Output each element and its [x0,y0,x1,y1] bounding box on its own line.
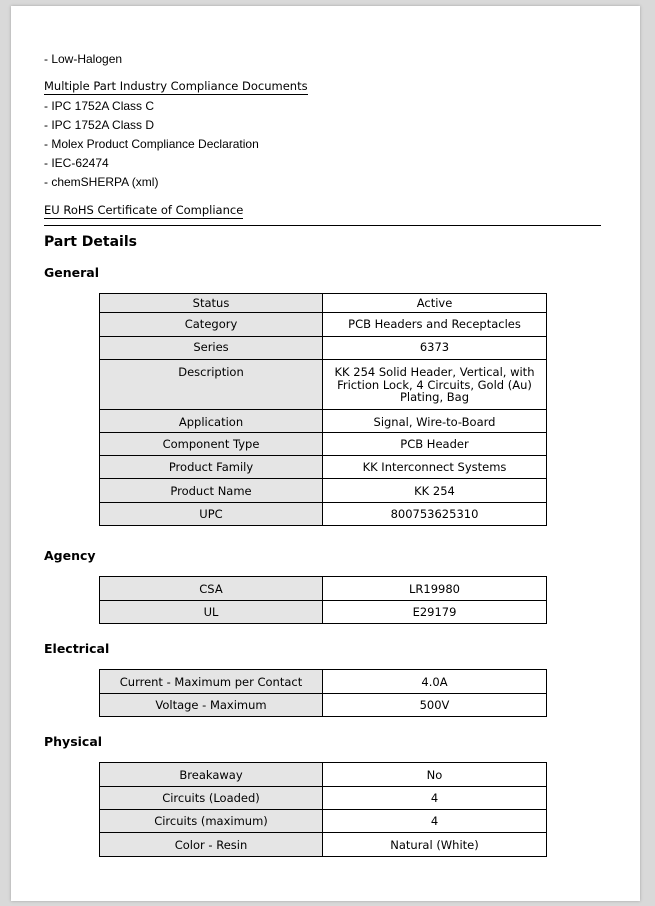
spec-key: UPC [100,503,323,526]
spec-key: Series [100,337,323,360]
spec-value: 4 [323,787,547,810]
table-row [100,456,547,479]
section-title-agency: Agency [44,548,96,563]
spec-value: Active [323,294,547,313]
spec-key: Product Name [100,479,323,503]
section-title-general: General [44,265,99,280]
spec-key: Product Family [100,456,323,479]
spec-key: Circuits (Loaded) [100,787,323,810]
spec-value: No [323,763,547,787]
table-row [100,670,547,694]
table-row [100,503,547,526]
table-row [100,694,547,717]
multi-part-compliance-link[interactable]: Multiple Part Industry Compliance Documents [44,79,308,93]
spec-key: Current - Maximum per Contact [100,670,323,694]
spec-key: Color - Resin [100,833,323,857]
list-item: - IPC 1752A Class C [44,99,155,113]
section-title-physical: Physical [44,734,103,749]
spec-value: 6373 [323,337,547,360]
section-title-electrical: Electrical [44,641,110,656]
spec-key: Status [100,294,323,313]
spec-key: UL [100,601,323,624]
spec-key: Component Type [100,433,323,456]
section-divider [44,225,601,226]
spec-value: Natural (White) [323,833,547,857]
table-row [100,479,547,503]
spec-value: KK 254 [323,479,547,503]
table-row [100,410,547,433]
list-item: - IEC-62474 [44,156,109,170]
spec-key: Category [100,313,323,337]
table-row [100,763,547,787]
list-item: - chemSHERPA (xml) [44,175,159,189]
table-row [100,433,547,456]
spec-value: KK Interconnect Systems [323,456,547,479]
part-details-title: Part Details [44,234,137,250]
spec-value: PCB Header [323,433,547,456]
list-item: - Low-Halogen [44,52,123,66]
physical-table [99,762,547,857]
table-row [100,787,547,810]
spec-key: Breakaway [100,763,323,787]
spec-key: Voltage - Maximum [100,694,323,717]
spec-value: KK 254 Solid Header, Vertical, with Friction Lock, 4 Circuits, Gold (Au) Plating, Bag [323,360,547,410]
table-row [100,577,547,601]
table-row [100,360,547,410]
spec-key: Circuits (maximum) [100,810,323,833]
spec-value: 500V [323,694,547,717]
spec-value: 800753625310 [323,503,547,526]
table-row [100,601,547,624]
spec-key: Application [100,410,323,433]
table-row [100,294,547,313]
eu-rohs-certificate-link[interactable]: EU RoHS Certificate of Compliance [44,203,244,217]
table-row [100,337,547,360]
spec-value: PCB Headers and Receptacles [323,313,547,337]
table-row [100,810,547,833]
spec-value: Signal, Wire-to-Board [323,410,547,433]
spec-key: CSA [100,577,323,601]
document-page [11,6,640,901]
spec-value: LR19980 [323,577,547,601]
electrical-table [99,669,547,717]
spec-key: Description [100,360,323,410]
table-row [100,313,547,337]
spec-value: 4.0A [323,670,547,694]
general-table [99,293,547,526]
list-item: - IPC 1752A Class D [44,118,155,132]
table-row [100,833,547,857]
spec-value: E29179 [323,601,547,624]
agency-table [99,576,547,624]
spec-value: 4 [323,810,547,833]
list-item: - Molex Product Compliance Declaration [44,137,259,151]
